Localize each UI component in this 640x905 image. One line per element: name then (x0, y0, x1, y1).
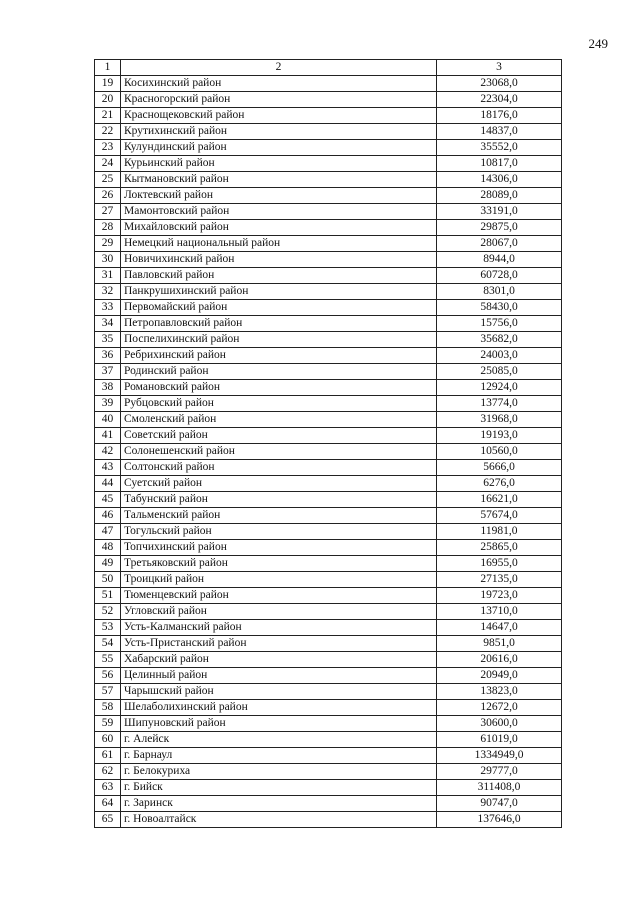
value-cell: 30600,0 (437, 716, 562, 732)
value-cell: 14306,0 (437, 172, 562, 188)
district-name-cell: г. Барнаул (121, 748, 437, 764)
value-cell: 19193,0 (437, 428, 562, 444)
district-name-cell: Третьяковский район (121, 556, 437, 572)
row-number-cell: 49 (95, 556, 121, 572)
row-number-cell: 64 (95, 796, 121, 812)
value-cell: 60728,0 (437, 268, 562, 284)
district-name-cell: Тальменский район (121, 508, 437, 524)
district-name-cell: Курьинский район (121, 156, 437, 172)
table-row (95, 572, 562, 588)
row-number-cell: 23 (95, 140, 121, 156)
district-name-cell: г. Бийск (121, 780, 437, 796)
district-name-cell: Советский район (121, 428, 437, 444)
district-name-cell: Немецкий национальный район (121, 236, 437, 252)
district-name-cell: Усть-Пристанский район (121, 636, 437, 652)
table-row (95, 124, 562, 140)
table-row (95, 268, 562, 284)
row-number-cell: 43 (95, 460, 121, 476)
value-cell: 8301,0 (437, 284, 562, 300)
table-row (95, 348, 562, 364)
value-cell: 8944,0 (437, 252, 562, 268)
row-number-cell: 26 (95, 188, 121, 204)
row-number-cell: 45 (95, 492, 121, 508)
table-row (95, 460, 562, 476)
district-name-cell: Тюменцевский район (121, 588, 437, 604)
row-number-cell: 40 (95, 412, 121, 428)
value-cell: 27135,0 (437, 572, 562, 588)
table-row (95, 332, 562, 348)
header-cell-value: 3 (437, 60, 562, 76)
table-row (95, 380, 562, 396)
district-name-cell: Поспелихинский район (121, 332, 437, 348)
table-row (95, 508, 562, 524)
value-cell: 12672,0 (437, 700, 562, 716)
district-name-cell: Тогульский район (121, 524, 437, 540)
value-cell: 5666,0 (437, 460, 562, 476)
row-number-cell: 61 (95, 748, 121, 764)
row-number-cell: 29 (95, 236, 121, 252)
value-cell: 90747,0 (437, 796, 562, 812)
district-name-cell: Хабарский район (121, 652, 437, 668)
row-number-cell: 35 (95, 332, 121, 348)
value-cell: 311408,0 (437, 780, 562, 796)
table-header (95, 60, 562, 76)
header-row (95, 60, 562, 76)
district-name-cell: Целинный район (121, 668, 437, 684)
table-row (95, 92, 562, 108)
row-number-cell: 39 (95, 396, 121, 412)
district-name-cell: Рубцовский район (121, 396, 437, 412)
district-name-cell: Шелаболихинский район (121, 700, 437, 716)
district-name-cell: Шипуновский район (121, 716, 437, 732)
row-number-cell: 24 (95, 156, 121, 172)
row-number-cell: 20 (95, 92, 121, 108)
table-row (95, 716, 562, 732)
district-name-cell: Чарышский район (121, 684, 437, 700)
district-name-cell: Павловский район (121, 268, 437, 284)
district-name-cell: Табунский район (121, 492, 437, 508)
table-row (95, 812, 562, 828)
value-cell: 15756,0 (437, 316, 562, 332)
row-number-cell: 41 (95, 428, 121, 444)
district-name-cell: Косихинский район (121, 76, 437, 92)
table-row (95, 316, 562, 332)
row-number-cell: 27 (95, 204, 121, 220)
row-number-cell: 52 (95, 604, 121, 620)
value-cell: 22304,0 (437, 92, 562, 108)
value-cell: 13774,0 (437, 396, 562, 412)
value-cell: 33191,0 (437, 204, 562, 220)
district-name-cell: Смоленский район (121, 412, 437, 428)
row-number-cell: 51 (95, 588, 121, 604)
table-row (95, 300, 562, 316)
district-name-cell: г. Заринск (121, 796, 437, 812)
table-row (95, 220, 562, 236)
table-row (95, 652, 562, 668)
table-row (95, 492, 562, 508)
row-number-cell: 47 (95, 524, 121, 540)
value-cell: 14837,0 (437, 124, 562, 140)
row-number-cell: 33 (95, 300, 121, 316)
district-name-cell: Новичихинский район (121, 252, 437, 268)
value-cell: 31968,0 (437, 412, 562, 428)
table-row (95, 604, 562, 620)
table-row (95, 588, 562, 604)
value-cell: 24003,0 (437, 348, 562, 364)
value-cell: 20616,0 (437, 652, 562, 668)
value-cell: 10817,0 (437, 156, 562, 172)
row-number-cell: 37 (95, 364, 121, 380)
row-number-cell: 28 (95, 220, 121, 236)
district-name-cell: Солонешенский район (121, 444, 437, 460)
row-number-cell: 55 (95, 652, 121, 668)
table-row (95, 700, 562, 716)
table-row (95, 188, 562, 204)
table-row (95, 412, 562, 428)
district-name-cell: Кытмановский район (121, 172, 437, 188)
value-cell: 13710,0 (437, 604, 562, 620)
table-body (95, 76, 562, 828)
table-row (95, 396, 562, 412)
table-row (95, 284, 562, 300)
table-row (95, 556, 562, 572)
district-name-cell: Петропавловский район (121, 316, 437, 332)
value-cell: 10560,0 (437, 444, 562, 460)
row-number-cell: 57 (95, 684, 121, 700)
row-number-cell: 48 (95, 540, 121, 556)
value-cell: 29875,0 (437, 220, 562, 236)
district-name-cell: Солтонский район (121, 460, 437, 476)
table-row (95, 252, 562, 268)
value-cell: 28067,0 (437, 236, 562, 252)
row-number-cell: 54 (95, 636, 121, 652)
row-number-cell: 38 (95, 380, 121, 396)
district-name-cell: Усть-Калманский район (121, 620, 437, 636)
district-name-cell: Романовский район (121, 380, 437, 396)
table-row (95, 748, 562, 764)
row-number-cell: 58 (95, 700, 121, 716)
row-number-cell: 44 (95, 476, 121, 492)
row-number-cell: 25 (95, 172, 121, 188)
table-row (95, 540, 562, 556)
district-name-cell: Локтевский район (121, 188, 437, 204)
table-row (95, 156, 562, 172)
page-number: 249 (588, 36, 608, 51)
table-row (95, 620, 562, 636)
value-cell: 14647,0 (437, 620, 562, 636)
row-number-cell: 59 (95, 716, 121, 732)
value-cell: 23068,0 (437, 76, 562, 92)
value-cell: 16621,0 (437, 492, 562, 508)
district-name-cell: Мамонтовский район (121, 204, 437, 220)
row-number-cell: 19 (95, 76, 121, 92)
district-name-cell: Родинский район (121, 364, 437, 380)
value-cell: 13823,0 (437, 684, 562, 700)
district-name-cell: Михайловский район (121, 220, 437, 236)
header-cell-name: 2 (121, 60, 437, 76)
row-number-cell: 22 (95, 124, 121, 140)
district-name-cell: Краснощековский район (121, 108, 437, 124)
row-number-cell: 50 (95, 572, 121, 588)
table-row (95, 668, 562, 684)
value-cell: 25865,0 (437, 540, 562, 556)
row-number-cell: 36 (95, 348, 121, 364)
district-name-cell: Угловский район (121, 604, 437, 620)
table-row (95, 732, 562, 748)
value-cell: 20949,0 (437, 668, 562, 684)
row-number-cell: 30 (95, 252, 121, 268)
table-row (95, 524, 562, 540)
district-name-cell: Кулундинский район (121, 140, 437, 156)
table-row (95, 140, 562, 156)
value-cell: 61019,0 (437, 732, 562, 748)
value-cell: 11981,0 (437, 524, 562, 540)
value-cell: 29777,0 (437, 764, 562, 780)
table-row (95, 444, 562, 460)
value-cell: 57674,0 (437, 508, 562, 524)
table-row (95, 796, 562, 812)
value-cell: 35552,0 (437, 140, 562, 156)
table-row (95, 428, 562, 444)
data-table (94, 59, 562, 828)
value-cell: 28089,0 (437, 188, 562, 204)
value-cell: 58430,0 (437, 300, 562, 316)
table-row (95, 636, 562, 652)
row-number-cell: 42 (95, 444, 121, 460)
row-number-cell: 65 (95, 812, 121, 828)
district-name-cell: Первомайский район (121, 300, 437, 316)
row-number-cell: 31 (95, 268, 121, 284)
row-number-cell: 53 (95, 620, 121, 636)
row-number-cell: 56 (95, 668, 121, 684)
value-cell: 19723,0 (437, 588, 562, 604)
district-name-cell: Крутихинский район (121, 124, 437, 140)
table-row (95, 764, 562, 780)
district-name-cell: г. Белокуриха (121, 764, 437, 780)
district-name-cell: Панкрушихинский район (121, 284, 437, 300)
table-row (95, 684, 562, 700)
row-number-cell: 21 (95, 108, 121, 124)
value-cell: 25085,0 (437, 364, 562, 380)
district-name-cell: г. Алейск (121, 732, 437, 748)
row-number-cell: 63 (95, 780, 121, 796)
table-row (95, 172, 562, 188)
table-row (95, 108, 562, 124)
value-cell: 137646,0 (437, 812, 562, 828)
row-number-cell: 62 (95, 764, 121, 780)
value-cell: 1334949,0 (437, 748, 562, 764)
table-row (95, 476, 562, 492)
value-cell: 6276,0 (437, 476, 562, 492)
district-name-cell: Троицкий район (121, 572, 437, 588)
table-row (95, 76, 562, 92)
table-row (95, 364, 562, 380)
district-name-cell: Топчихинский район (121, 540, 437, 556)
table-row (95, 204, 562, 220)
table-row (95, 780, 562, 796)
district-name-cell: Ребрихинский район (121, 348, 437, 364)
row-number-cell: 46 (95, 508, 121, 524)
district-name-cell: Красногорский район (121, 92, 437, 108)
value-cell: 35682,0 (437, 332, 562, 348)
district-name-cell: г. Новоалтайск (121, 812, 437, 828)
value-cell: 9851,0 (437, 636, 562, 652)
row-number-cell: 34 (95, 316, 121, 332)
table-row (95, 236, 562, 252)
value-cell: 18176,0 (437, 108, 562, 124)
row-number-cell: 32 (95, 284, 121, 300)
value-cell: 12924,0 (437, 380, 562, 396)
row-number-cell: 60 (95, 732, 121, 748)
district-name-cell: Суетский район (121, 476, 437, 492)
value-cell: 16955,0 (437, 556, 562, 572)
header-cell-number: 1 (95, 60, 121, 76)
